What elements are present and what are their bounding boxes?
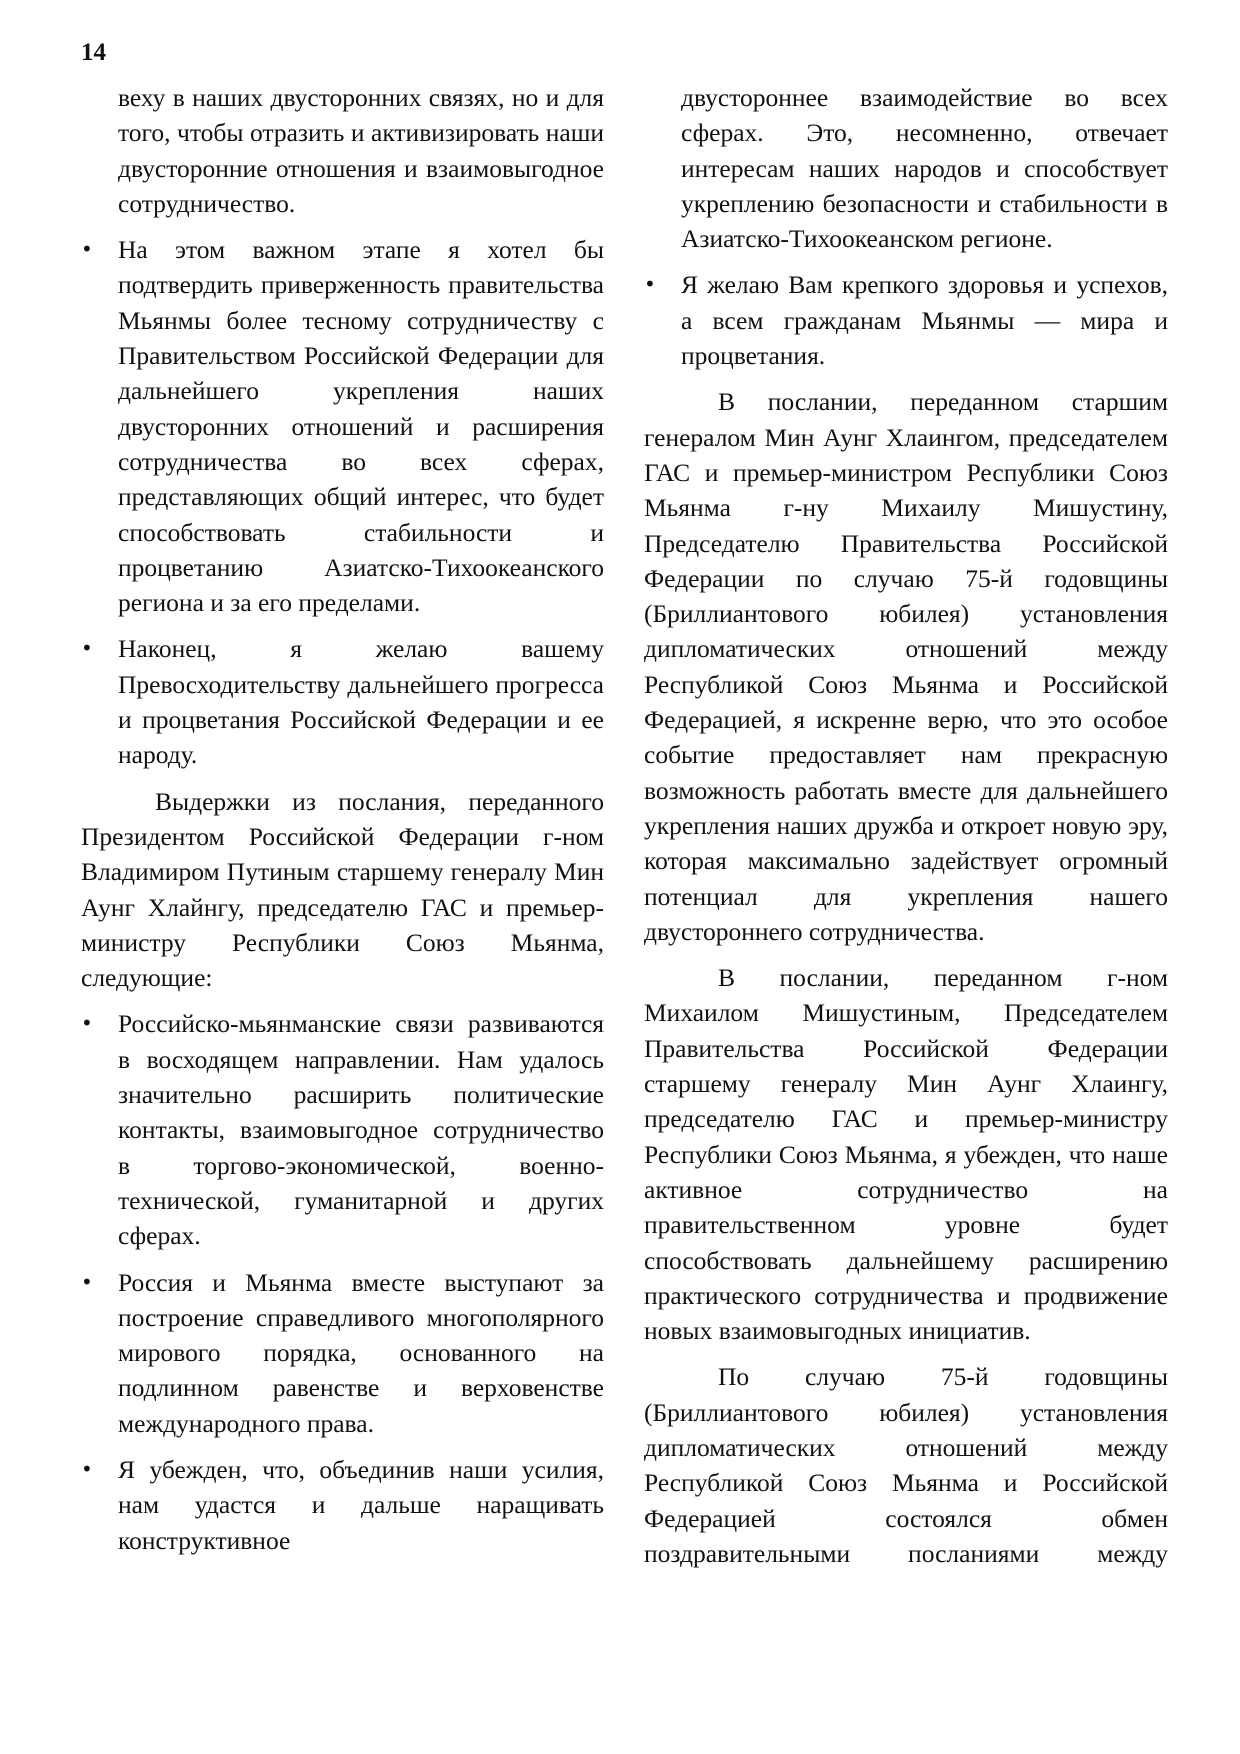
bullet-item	[644, 267, 1168, 373]
bullet-item	[81, 631, 604, 772]
paragraph-min-aung-hlaing-message: В послании, переданном старшим генералом Мин Аунг Хлаингом, председателем ГАС и премьер-министром Республики Союз Мьянма г-ну Михаилу Мишустину, Председателю Правительства Российской Федерации по случаю 75-й годовщины (Бриллиантового юбилея) установления дипломатических отношений между Республикой Союз Мьянма и Российской Федерацией, я искренне верю, что это особое событие предоставляет нам прекрасную возможность работать вместе для дальнейшего укрепления наших дружба и откроет новую эру, которая максимально задействует огромный потенциал для укрепления нашего двустороннего сотрудничества.	[644, 387, 1168, 946]
continued-paragraph: веху в наших двусторонних связях, но и для того, чтобы отразить и активизировать наши двусторонние отношения и взаимовыгодное сотрудничество.	[118, 83, 604, 218]
page-number: 14	[81, 39, 106, 66]
bullet-icon: •	[81, 1011, 93, 1036]
paragraph-anniversary: По случаю 75-й годовщины (Бриллиантового юбилея) установления дипломатических отношений между Республикой Союз Мьянма и Российской Федерацией состоялся обмен поздравительными посланиями между	[644, 1362, 1168, 1568]
bullet-text: Я убежден, что, объединив наши усилия, нам удастся и дальше наращивать конструктивное	[118, 1454, 604, 1555]
bullet-text: Российско-мьянманские связи развиваются в восходящем направлении. Нам удалось значительно расширить политические контакты, взаимовыгодное сотрудничество в торгово-экономической, военно-технической, гуманитарной и других сферах.	[118, 1009, 604, 1251]
bullet-item	[81, 1265, 604, 1441]
bullet-item	[81, 1006, 604, 1253]
continued-paragraph: двустороннее взаимодействие во всех сферах. Это, несомненно, отвечает интересам наших народов и способствует укреплению безопасности и стабильности в Азиатско-Тихоокеанском регионе.	[681, 83, 1168, 254]
paragraph-mishustin-message: В послании, переданном г-ном Михаилом Мишустиным, Председателем Правительства Российской Федерации старшему генералу Мин Аунг Хлаингу, председателю ГАС и премьер-министру Республики Союз Мьянма, я убежден, что наше активное сотрудничество на правительственном уровне будет способствовать дальнейшему расширению практического сотрудничества и продвижение новых взаимовыгодных инициатив.	[644, 963, 1168, 1346]
bullet-icon: •	[81, 1269, 93, 1294]
bullet-text: Я желаю Вам крепкого здоровья и успехов, а всем гражданам Мьянмы — мира и процветания.	[681, 270, 1168, 371]
paragraph-putin-message: Выдержки из послания, переданного Президентом Российской Федерации г-ном Владимиром Путиным старшему генералу Мин Аунг Хлайнгу, председателю ГАС и премьер-министру Республики Союз Мьянма, следующие:	[81, 786, 604, 993]
left-column	[81, 80, 604, 1569]
bullet-icon: •	[81, 636, 93, 661]
bullet-icon: •	[81, 237, 93, 262]
bullet-icon: •	[644, 272, 656, 297]
right-column	[644, 80, 1168, 1582]
bullet-text: Россия и Мьянма вместе выступают за построение справедливого многополярного мирового порядка, основанного на подлинном равенстве и верховенстве международного права.	[118, 1267, 604, 1438]
bullet-text: Наконец, я желаю вашему Превосходительству дальнейшего прогресса и процветания Российской Федерации и ее народу.	[118, 634, 604, 770]
bullet-item	[81, 232, 604, 620]
bullet-item	[81, 1452, 604, 1558]
bullet-text: На этом важном этапе я хотел бы подтвердить приверженность правительства Мьянмы более тесному сотрудничеству с Правительством Российской Федерации для дальнейшего укрепления наших двусторонних отношений и расширения сотрудничества во всех сферах, представляющих общий интерес, что будет способствовать стабильности и процветанию Азиатско-Тихоокеанского региона и за его пределами.	[118, 235, 604, 618]
bullet-icon: •	[81, 1456, 93, 1481]
